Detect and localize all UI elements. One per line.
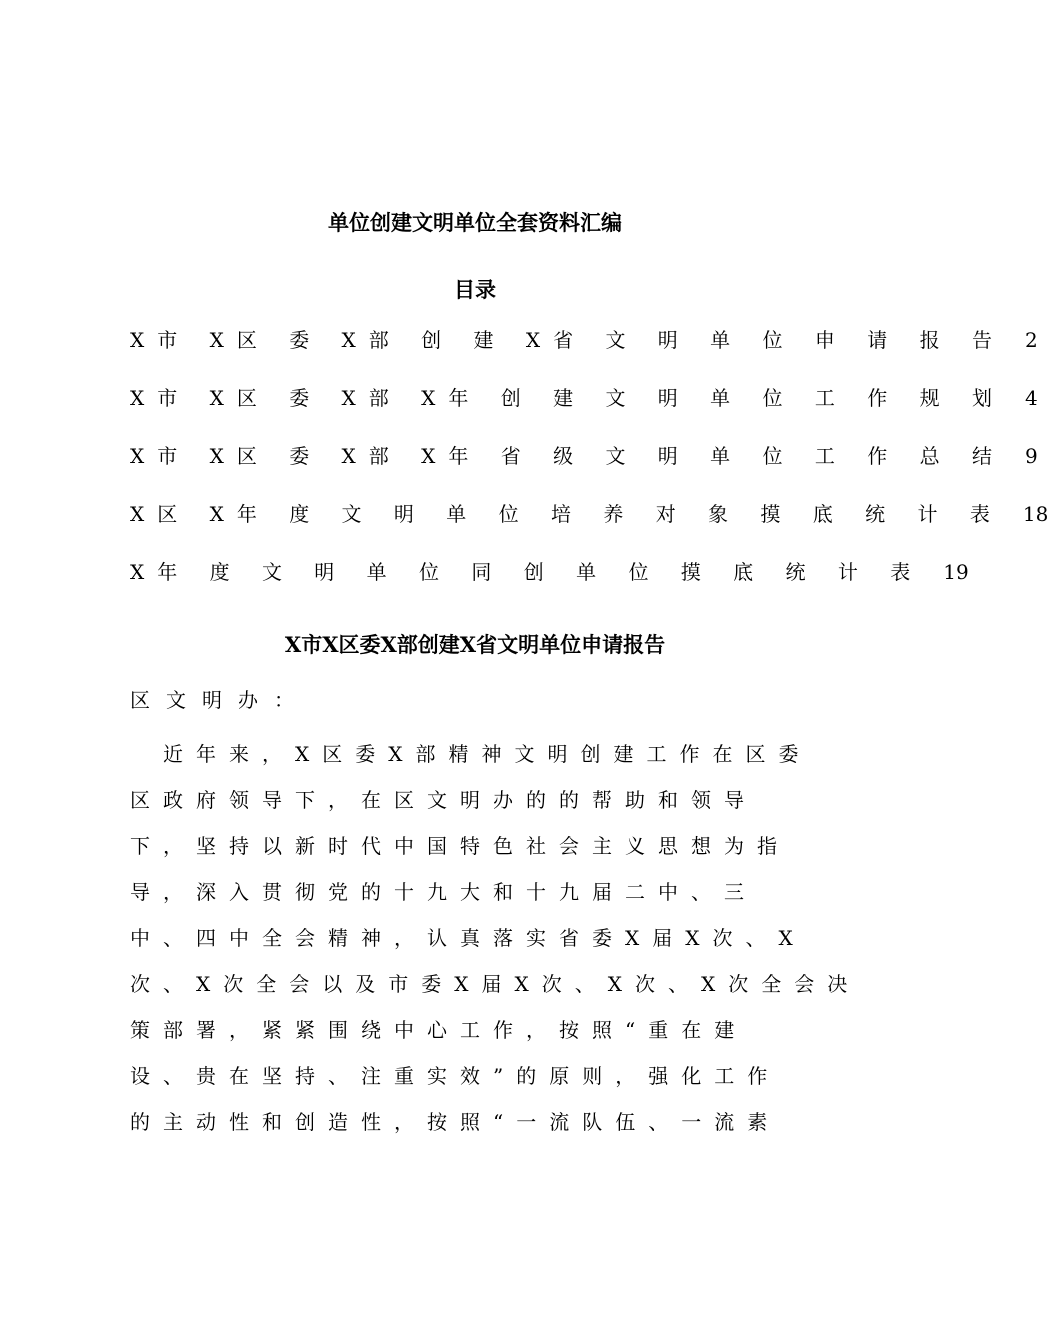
body-line: 的主动性和创造性，按照“一流队伍、一流素 (130, 1110, 781, 1134)
table-of-contents (130, 320, 1048, 610)
toc-entry[interactable] (130, 436, 1038, 494)
salutation: 区文明办： (130, 688, 310, 712)
toc-entry[interactable] (130, 320, 1038, 378)
toc-entry[interactable] (130, 494, 1048, 552)
toc-page-number: 9 (1024, 444, 1038, 468)
body-paragraph (130, 734, 861, 1148)
toc-entry[interactable] (130, 378, 1038, 436)
body-line: 中、四中全会精神，认真落实省委X届X次、X (130, 926, 806, 950)
toc-entry-title: X年 度 文 明 单 位 同 创 单 位 摸 底 统 计 表 (130, 560, 924, 584)
toc-entry[interactable] (130, 552, 969, 610)
section-title: X市X区委X部创建X省文明单位申请报告 (284, 632, 666, 657)
toc-entry-title: X市 X区 委 X部 创 建 X省 文 明 单 位 申 请 报 告 (130, 328, 1005, 352)
toc-page-number: 19 (943, 560, 969, 584)
body-line: 区政府领导下，在区文明办的的帮助和领导 (130, 788, 757, 812)
body-line: 近年来，X区委X部精神文明创建工作在区委 (130, 742, 812, 766)
toc-page-number: 4 (1024, 386, 1038, 410)
toc-page-number: 2 (1024, 328, 1038, 352)
body-line: 设、贵在坚持、注重实效”的原则，强化工作 (130, 1064, 781, 1088)
toc-entry-title: X区 X年 度 文 明 单 位 培 养 对 象 摸 底 统 计 表 (130, 502, 1003, 526)
toc-entry-title: X市 X区 委 X部 X年 创 建 文 明 单 位 工 作 规 划 (130, 386, 1005, 410)
body-line: 导，深入贯彻党的十九大和十九届二中、三 (130, 880, 757, 904)
body-line: 次、X次全会以及市委X届X次、X次、X次全会决 (130, 972, 861, 996)
toc-entry-title: X市 X区 委 X部 X年 省 级 文 明 单 位 工 作 总 结 (130, 444, 1005, 468)
toc-page-number: 18 (1022, 502, 1048, 526)
document-title: 单位创建文明单位全套资料汇编 (328, 210, 622, 235)
body-line: 策部署，紧紧围绕中心工作，按照“重在建 (130, 1018, 748, 1042)
toc-heading: 目录 (454, 277, 496, 302)
body-line: 下，坚持以新时代中国特色社会主义思想为指 (130, 834, 790, 858)
